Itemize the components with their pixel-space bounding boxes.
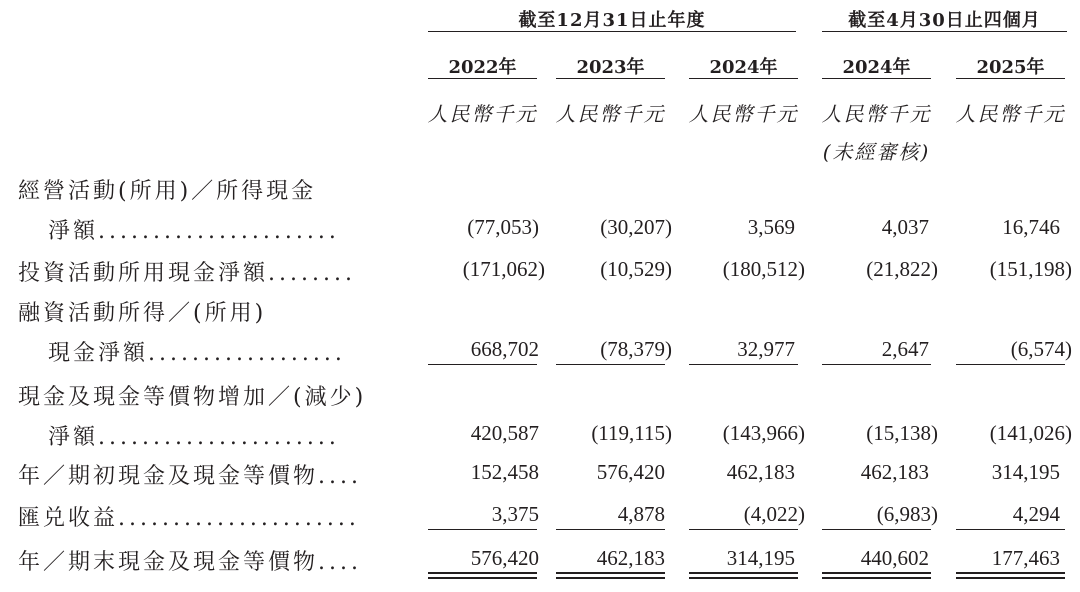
- total-value-cell: 314,195: [726, 546, 795, 570]
- value-cell: 4,294: [1012, 502, 1060, 526]
- value-cell: (15,138): [866, 421, 938, 445]
- value-cell: (141,026): [989, 421, 1072, 445]
- value-cell: 668,702: [470, 337, 539, 361]
- dot-leader: ......................: [118, 506, 360, 531]
- row-label: 年／期初現金及現金等價物....: [18, 464, 362, 489]
- value-cell: 4,037: [881, 215, 929, 239]
- value-cell: 2,647: [881, 337, 929, 361]
- row-label: 投資活動所用現金淨額........: [18, 261, 356, 286]
- unit-label-5: 人民幣千元: [955, 102, 1066, 126]
- dot-leader: ......................: [98, 219, 340, 244]
- value-cell: (21,822): [866, 257, 938, 281]
- unaudited-note: (未經審核): [822, 140, 931, 164]
- value-cell: (30,207): [600, 215, 672, 239]
- value-cell: (180,512): [722, 257, 805, 281]
- row-label: 經營活動(所用)／所得現金: [18, 179, 317, 204]
- total-value-cell: 462,183: [596, 546, 665, 570]
- value-cell: (151,198): [989, 257, 1072, 281]
- value-cell: 4,878: [617, 502, 665, 526]
- row-label: 年／期末現金及現金等價物....: [18, 550, 362, 575]
- value-cell: 462,183: [726, 460, 795, 484]
- value-cell: 314,195: [991, 460, 1060, 484]
- value-cell: 32,977: [737, 337, 795, 361]
- value-cell: (171,062): [462, 257, 545, 281]
- value-cell: (10,529): [600, 257, 672, 281]
- unit-label-2: 人民幣千元: [555, 102, 666, 126]
- total-value-cell: 576,420: [470, 546, 539, 570]
- group-header-year: 截至12月31日止年度: [518, 10, 706, 31]
- row-label-cont: 淨額......................: [48, 219, 340, 244]
- year-header-4: 2024年: [842, 57, 911, 78]
- total-value-cell: 440,602: [860, 546, 929, 570]
- value-cell: 420,587: [470, 421, 539, 445]
- value-cell: 576,420: [596, 460, 665, 484]
- year-header-5: 2025年: [976, 57, 1045, 78]
- unit-label-4: 人民幣千元: [821, 102, 932, 126]
- row-label: 匯兑收益......................: [18, 506, 360, 531]
- dot-leader: ....: [318, 550, 362, 575]
- value-cell: (78,379): [600, 337, 672, 361]
- value-cell: 16,746: [1002, 215, 1060, 239]
- dot-leader: ........: [268, 261, 356, 286]
- value-cell: (4,022): [743, 502, 805, 526]
- row-label: 現金及現金等價物增加／(減少): [18, 385, 367, 410]
- value-cell: (143,966): [722, 421, 805, 445]
- year-header-2: 2023年: [576, 57, 645, 78]
- row-label-cont: 現金淨額..................: [48, 341, 346, 366]
- row-label: 融資活動所得／(所用): [18, 301, 267, 326]
- value-cell: 3,569: [747, 215, 795, 239]
- dot-leader: ..................: [148, 341, 346, 366]
- value-cell: 152,458: [470, 460, 539, 484]
- value-cell: 3,375: [491, 502, 539, 526]
- row-label-cont: 淨額......................: [48, 425, 340, 450]
- dot-leader: ......................: [98, 425, 340, 450]
- group-header-period: 截至4月30日止四個月: [848, 10, 1041, 31]
- value-cell: (6,983): [876, 502, 938, 526]
- year-header-3: 2024年: [709, 57, 778, 78]
- value-cell: (119,115): [591, 421, 672, 445]
- value-cell: (77,053): [467, 215, 539, 239]
- unit-label-1: 人民幣千元: [427, 102, 538, 126]
- total-value-cell: 177,463: [991, 546, 1060, 570]
- value-cell: (6,574): [1010, 337, 1072, 361]
- unit-label-3: 人民幣千元: [688, 102, 799, 126]
- value-cell: 462,183: [860, 460, 929, 484]
- year-header-1: 2022年: [448, 57, 517, 78]
- dot-leader: ....: [318, 464, 362, 489]
